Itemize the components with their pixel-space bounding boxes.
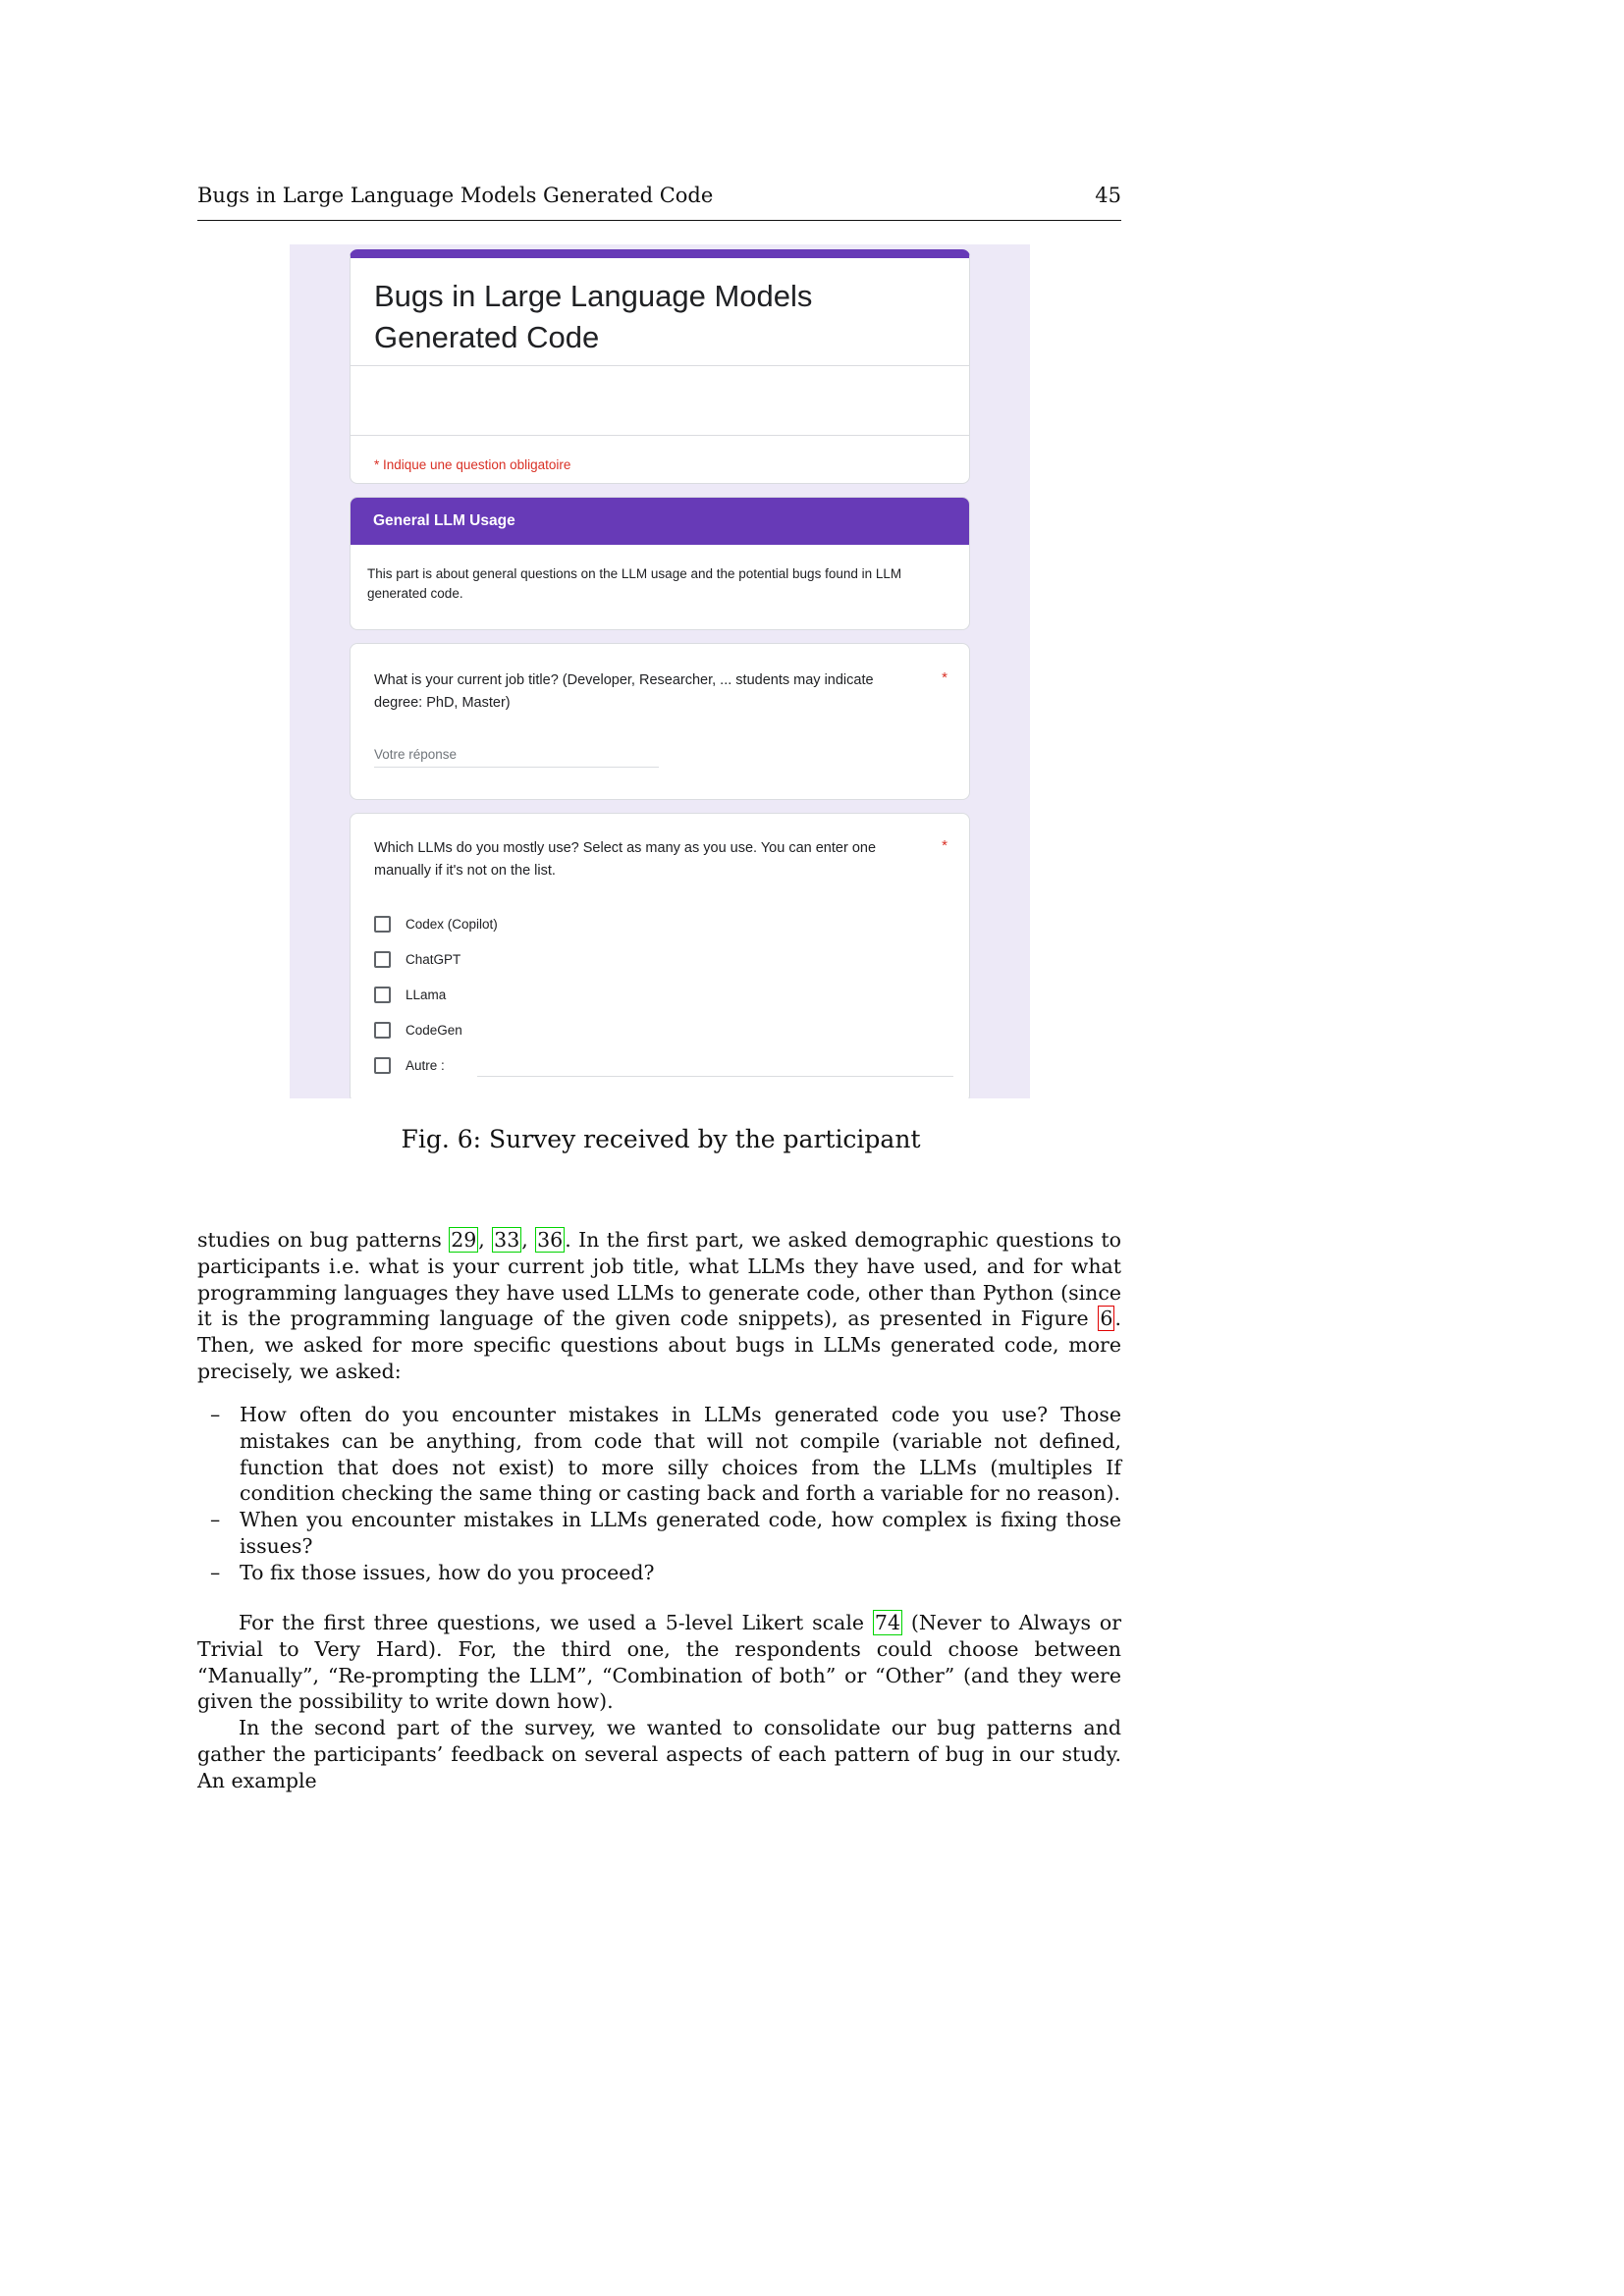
required-asterisk: * [942, 669, 947, 686]
paragraph-2 [197, 1610, 1121, 1715]
running-title: Bugs in Large Language Models Generated Code [197, 184, 714, 207]
survey-figure [290, 244, 1030, 1098]
checkbox-icon[interactable] [374, 951, 391, 968]
bullet-dash: – [210, 1403, 221, 1426]
citation-link[interactable]: 74 [874, 1611, 900, 1634]
figure-caption: Fig. 6: Survey received by the participant [401, 1125, 921, 1153]
question-text: What is your current job title? (Developer, Researcher, ... students may indicate degree: PhD, Master) [374, 672, 874, 711]
list-item [197, 1402, 1121, 1507]
section-description: This part is about general questions on the LLM usage and the potential bugs found in LLM generated code. [367, 566, 902, 601]
option-label: Codex (Copilot) [406, 916, 498, 932]
list-item-text: How often do you encounter mistakes in LLMs generated code you use? Those mistakes can be anything, from code that will not compile (variable not defined, function that does not exist) to more silly choices from the LLMs (multiples If condition checking the same thing or casting back and forth a variable for no reason). [240, 1403, 1121, 1506]
question-card-llms [350, 813, 970, 1098]
form-title: Bugs in Large Language Models Generated Code [374, 279, 813, 354]
option-llama[interactable] [374, 977, 953, 1012]
text: . Then, we asked for more specific questions about bugs in LLMs generated code, more precisely, we asked: [197, 1307, 1121, 1383]
checkbox-icon[interactable] [374, 1022, 391, 1039]
question-text: Which LLMs do you mostly use? Select as many as you use. You can enter one manually if it's not on the list. [374, 840, 877, 879]
citation-link[interactable]: 33 [494, 1228, 520, 1252]
option-label: Autre : [406, 1057, 445, 1073]
checkbox-icon[interactable] [374, 1057, 391, 1074]
text: . In the first part, we asked demographic questions to participants i.e. what is your current job title, what LLMs they have used, and for what programming languages they have used LLMs to generate code, other than Python (since it is the programming language of the given code snippets), as presented in Figure [197, 1228, 1121, 1331]
option-codex[interactable] [374, 906, 953, 941]
list-item [197, 1507, 1121, 1560]
required-asterisk: * [942, 837, 947, 854]
required-note: * Indique une question obligatoire [374, 457, 571, 472]
other-text-input[interactable] [477, 1076, 953, 1077]
paragraph-1: studies on bug patterns 29, 33, 36. In the first part, we asked demographic questions to participants i.e. what is your current job title, what LLMs they have used, and for what programming languages they have used LLMs to generate code, other than Python (since it is the programming language of the given code snippets), as presented in Figure 6. Then, we asked for more specific questions about bugs in LLMs generated code, more precisely, we asked: [197, 1228, 1121, 1383]
citation-link[interactable]: 36 [537, 1228, 564, 1252]
divider [351, 365, 969, 366]
citation-link[interactable]: 29 [451, 1228, 477, 1252]
option-codegen[interactable] [374, 1012, 953, 1047]
paragraph-3: In the second part of the survey, we wanted to consolidate our bug patterns and gather the participants’ feedback on several aspects of each pattern of bug in our study. An example [197, 1716, 1121, 1792]
bullet-dash: – [210, 1560, 221, 1584]
checkbox-icon[interactable] [374, 916, 391, 933]
answer-input[interactable]: Votre réponse [374, 747, 659, 768]
section-card [350, 497, 970, 630]
list-item [197, 1560, 1121, 1586]
checkbox-options [374, 906, 953, 1083]
option-label: LLama [406, 987, 447, 1002]
page-header [197, 181, 1121, 221]
text: For the first three questions, we used a 5-level Likert scale [239, 1611, 873, 1634]
list-item-text: When you encounter mistakes in LLMs generated code, how complex is fixing those issues? [240, 1508, 1121, 1558]
bullet-dash: – [210, 1508, 221, 1532]
figure-reference-link[interactable]: 6 [1100, 1307, 1113, 1331]
question-list [197, 1402, 1121, 1586]
checkbox-icon[interactable] [374, 987, 391, 1003]
text: (Never to Always or Trivial to Very Hard). For, the third one, the respondents could choose between “Manually”, “Re-prompting the LLM”, “Combination of both” or “Other” (and they were given the possibility to write down how). [197, 1611, 1121, 1714]
option-chatgpt[interactable] [374, 941, 953, 977]
question-card-job-title [350, 643, 970, 800]
divider [351, 435, 969, 436]
page-number: 45 [1095, 184, 1121, 207]
form-title-card [350, 249, 970, 484]
text: studies on bug patterns [197, 1228, 450, 1252]
section-title: General LLM Usage [351, 498, 969, 545]
option-label: CodeGen [406, 1022, 462, 1038]
list-item-text: To fix those issues, how do you proceed? [240, 1560, 655, 1584]
option-label: ChatGPT [406, 951, 461, 967]
option-other[interactable] [374, 1047, 953, 1083]
